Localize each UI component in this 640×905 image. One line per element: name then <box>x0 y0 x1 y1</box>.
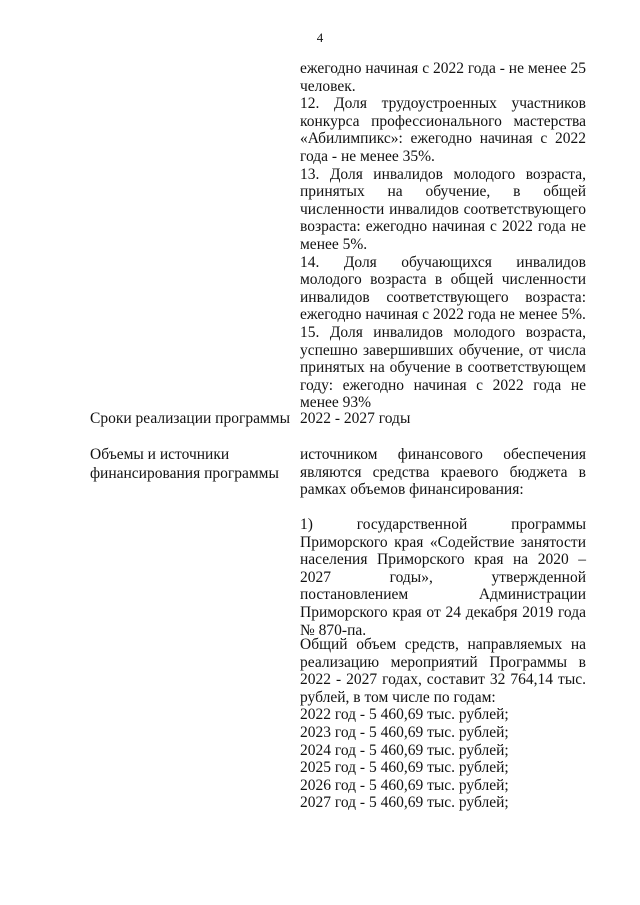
year-amount-2025: 2025 год - 5 460,69 тыс. рублей; <box>300 759 509 777</box>
financing-program-text: 1) государственной программы Приморского края «Содействие занятости населения Приморского края на 2020 – 2027 годы», утвержденной постановлением Администрации Приморского края от 24 декабря 2019 года № 870-па. <box>300 516 586 639</box>
year-amount-2027: 2027 год - 5 460,69 тыс. рублей; <box>300 794 509 812</box>
indicator-14: 14. Доля обучающихся инвалидов молодого возраста в общей численности инвалидов соответствующего возраста: ежегодно начиная с 2022 года не менее 5%. <box>300 253 586 324</box>
indicator-15: 15. Доля инвалидов молодого возраста, успешно завершивших обучение, от числа принятых на обучение в соответствующем году: ежегодно начиная с 2022 года не менее 93% <box>300 323 586 412</box>
indicator-12: 12. Доля трудоустроенных участников конкурса профессионального мастерства «Абилимпикс»: ежегодно начиная с 2022 года - не менее 35%. <box>300 95 586 165</box>
year-amount-2024: 2024 год - 5 460,69 тыс. рублей; <box>300 741 509 759</box>
year-amount-2023: 2023 год - 5 460,69 тыс. рублей; <box>300 723 509 741</box>
financing-total-text: Общий объем средств, направляемых на реализацию мероприятий Программы в 2022 - 2027 годах, составит 32 764,14 тыс. рублей, в том числе по годам: <box>300 636 586 706</box>
financing-label: Объемы и источники финансирования программы <box>90 446 279 482</box>
financing-source <box>300 446 586 499</box>
indicator-13: 13. Доля инвалидов молодого возраста, принятых на обучение, в общей численности инвалидов соответствующего возраста: ежегодно начиная с 2022 года не менее 5%. <box>300 165 586 253</box>
indicator-11-tail: ежегодно начиная с 2022 года - не менее 25 человек. <box>300 60 586 95</box>
page-number: 4 <box>316 30 324 45</box>
financing-total <box>300 636 586 812</box>
terms-label: Сроки реализации программы <box>90 410 290 427</box>
terms-value-text: 2022 - 2027 годы <box>300 410 411 427</box>
year-amount-2022: 2022 год - 5 460,69 тыс. рублей; <box>300 706 509 724</box>
financing-program <box>300 516 586 639</box>
terms-value <box>300 410 586 428</box>
year-amount-2026: 2026 год - 5 460,69 тыс. рублей; <box>300 776 509 794</box>
indicators-list <box>300 60 586 412</box>
financing-source-text: источником финансового обеспечения являются средства краевого бюджета в рамках объемов финансирования: <box>300 446 586 499</box>
